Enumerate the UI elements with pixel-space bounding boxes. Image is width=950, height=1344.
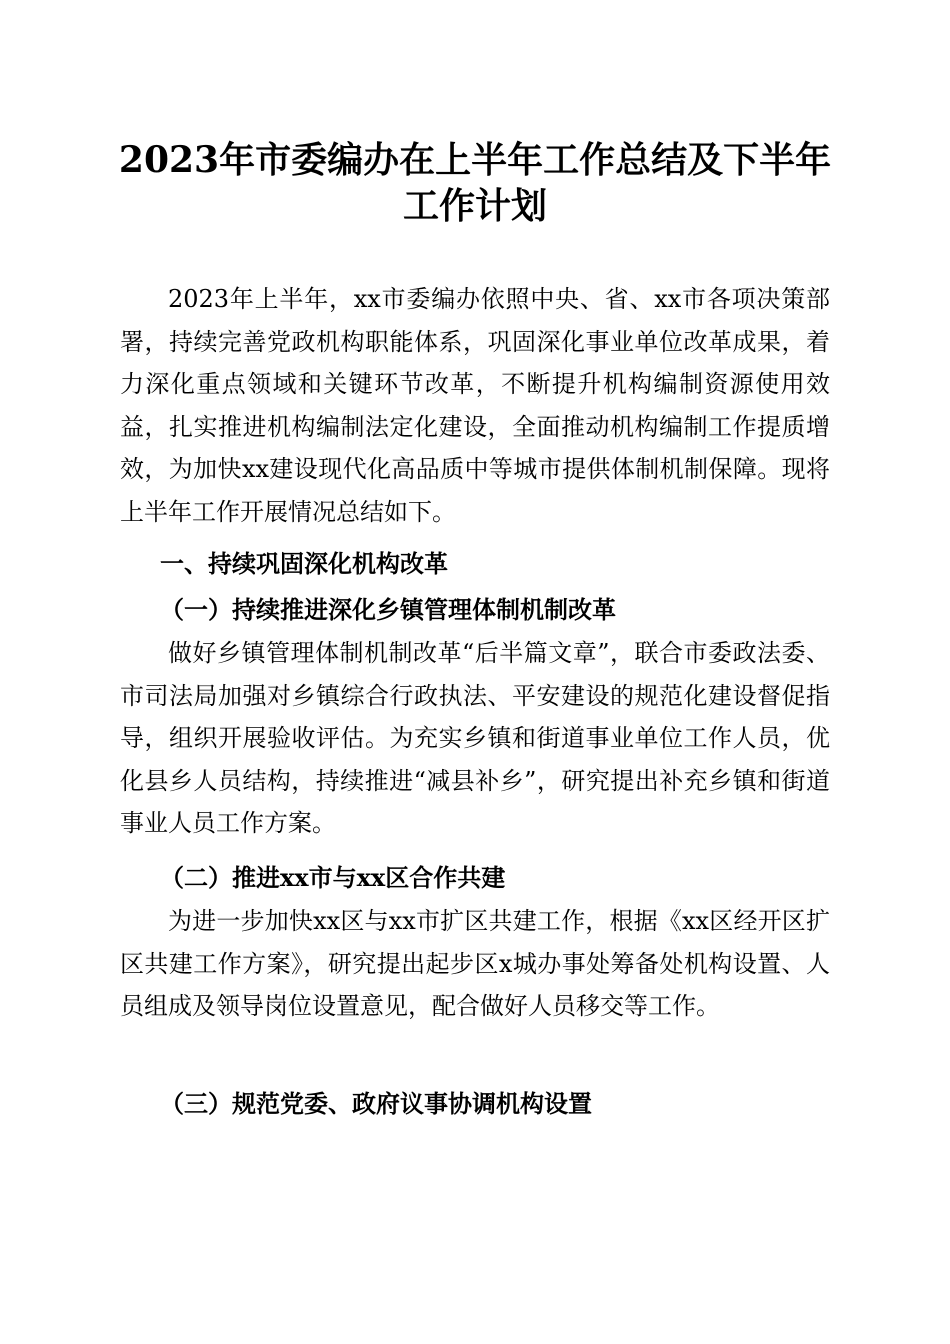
subsection-2-heading: （二）推进xx市与xx区合作共建 [160, 863, 506, 892]
subsection-1-heading: （一）持续推进深化乡镇管理体制机制改革 [160, 595, 616, 624]
subsection-3-heading: （三）规范党委、政府议事协调机构设置 [160, 1089, 592, 1118]
subsection-1-paragraph: 做好乡镇管理体制机制改革“后半篇文章”，联合市委政法委、市司法局加强对乡镇综合行政执法、平安建设的规范化建设督促指导，组织开展验收评估。为充实乡镇和街道事业单位工作人员，优化县乡人员结构，持续推进“减县补乡”，研究提出补充乡镇和街道事业人员工作方案。 [120, 639, 830, 837]
intro-paragraph: 2023年上半年，xx市委编办依照中央、省、xx市各项决策部署，持续完善党政机构职能体系，巩固深化事业单位改革成果，着力深化重点领域和关键环节改革，不断提升机构编制资源使用效益，扎实推进机构编制法定化建设，全面推动机构编制工作提质增效，为加快xx建设现代化高品质中等城市提供体制机制保障。现将上半年工作开展情况总结如下。 [120, 285, 830, 526]
document-title-line-1: 2023年市委编办在上半年工作总结及下半年 [118, 139, 832, 181]
subsection-2-paragraph: 为进一步加快xx区与xx市扩区共建工作，根据《xx区经开区扩区共建工作方案》，研究提出起步区x城办事处筹备处机构设置、人员组成及领导岗位设置意见，配合做好人员移交等工作。 [120, 907, 830, 1020]
document-title-line-2: 工作计划 [402, 185, 547, 227]
section-1-heading: 一、持续巩固深化机构改革 [160, 550, 448, 578]
